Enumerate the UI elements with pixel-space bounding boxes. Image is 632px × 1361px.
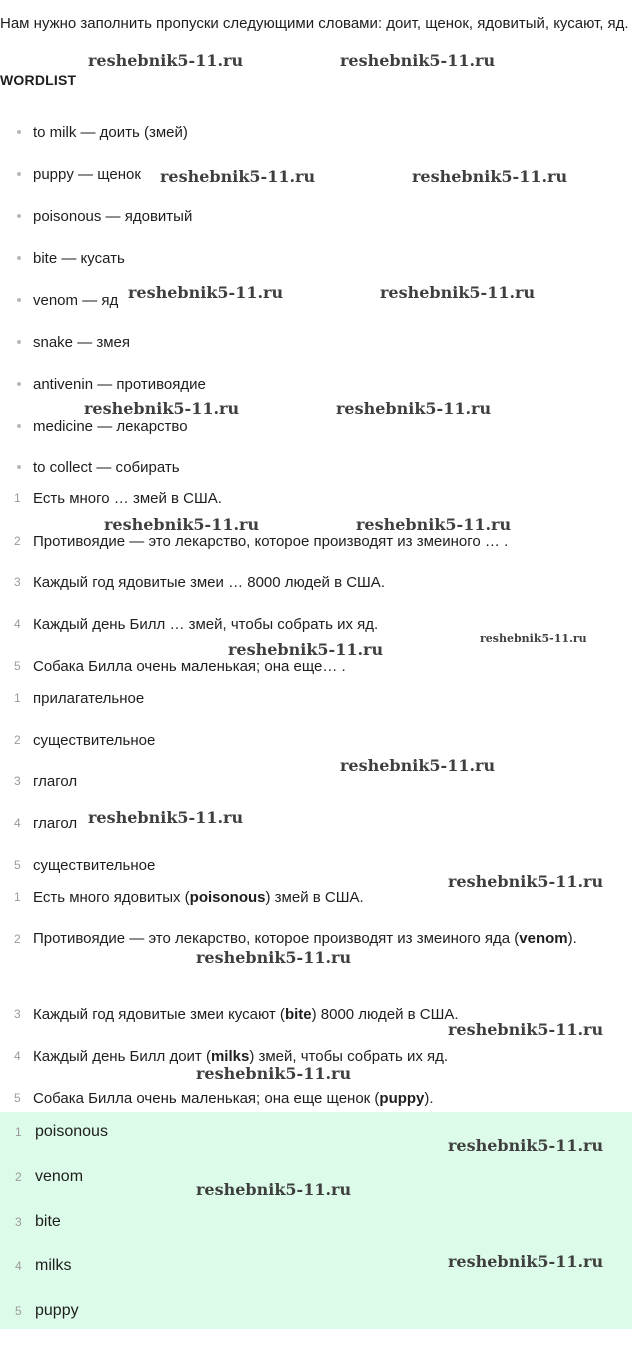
list-item: puppy — щенок: [0, 162, 141, 186]
intro-text: Нам нужно заполнить пропуски следующими словами: доит, щенок, ядовитый, кусают, яд.: [0, 15, 629, 32]
watermark: reshebnik5-11.ru: [448, 1136, 604, 1155]
list-item: snake — змея: [0, 330, 130, 354]
answer-word: puppy: [379, 1089, 425, 1107]
filled-sentence: 2 Противоядие — это лекарство, которое производят из змеиного яда (venom).: [14, 930, 577, 947]
pos-item: 1 прилагательное: [14, 689, 145, 707]
watermark: reshebnik5-11.ru: [128, 283, 284, 302]
answer-item: 5 puppy: [15, 1302, 79, 1319]
list-item: poisonous — ядовитый: [0, 204, 192, 228]
answers-block: [0, 1112, 632, 1329]
watermark: reshebnik5-11.ru: [356, 515, 512, 534]
list-item: medicine — лекарство: [0, 414, 188, 438]
list-item: bite — кусать: [0, 246, 125, 270]
watermark: reshebnik5-11.ru: [448, 1252, 604, 1271]
answer-word: bite: [284, 1005, 312, 1023]
answer-item: 4 milks: [15, 1257, 72, 1274]
sentence-item: 1 Есть много … змей в США.: [14, 489, 222, 507]
watermark: reshebnik5-11.ru: [88, 808, 244, 827]
watermark: reshebnik5-11.ru: [104, 515, 260, 534]
answer-word: milks: [210, 1047, 250, 1065]
filled-sentence: 3 Каждый год ядовитые змеи кусают (bite) 8000 людей в США.: [14, 1005, 459, 1023]
answer-item: 3 bite: [15, 1213, 61, 1230]
bullet-icon: [0, 340, 33, 344]
bullet-icon: [0, 298, 33, 302]
answer-item: 1 poisonous: [15, 1123, 108, 1140]
pos-item: 2 существительное: [14, 731, 156, 749]
watermark: reshebnik5-11.ru: [448, 872, 604, 891]
list-item: to milk — доить (змей): [0, 120, 188, 144]
answer-word: poisonous: [189, 888, 266, 906]
sentence-item: 2 Противоядие — это лекарство, которое производят из змеиного … .: [14, 532, 509, 550]
bullet-icon: [0, 424, 33, 428]
pos-item: 4 глагол: [14, 814, 78, 832]
watermark: reshebnik5-11.ru: [196, 1180, 352, 1199]
list-item: antivenin — противоядие: [0, 372, 206, 396]
bullet-icon: [0, 214, 33, 218]
bullet-icon: [0, 256, 33, 260]
watermark: reshebnik5-11.ru: [88, 51, 244, 70]
bullet-icon: [0, 130, 33, 134]
watermark: reshebnik5-11.ru: [448, 1020, 604, 1039]
pos-item: 3 глагол: [14, 772, 78, 790]
watermark: reshebnik5-11.ru: [340, 51, 496, 70]
answer-word: venom: [519, 930, 568, 947]
watermark: reshebnik5-11.ru: [380, 283, 536, 302]
watermark: reshebnik5-11.ru: [412, 167, 568, 186]
list-item: to collect — собирать: [0, 455, 180, 479]
sentence-item: 5 Собака Билла очень маленькая; она еще… .: [14, 657, 346, 675]
sentence-item: 3 Каждый год ядовитые змеи … 8000 людей в США.: [14, 573, 385, 591]
wordlist-heading: WORDLIST: [0, 72, 77, 88]
watermark: reshebnik5-11.ru: [196, 948, 352, 967]
watermark: reshebnik5-11.ru: [196, 1064, 352, 1083]
bullet-icon: [0, 172, 33, 176]
answer-item: 2 venom: [15, 1168, 84, 1185]
watermark: reshebnik5-11.ru: [228, 640, 384, 659]
pos-item: 5 существительное: [14, 856, 156, 874]
bullet-icon: [0, 382, 33, 386]
list-item: venom — яд: [0, 288, 118, 312]
watermark: reshebnik5-11.ru: [336, 399, 492, 418]
filled-sentence: 4 Каждый день Билл доит (milks) змей, чтобы собрать их яд.: [14, 1047, 449, 1065]
watermark: reshebnik5-11.ru: [340, 756, 496, 775]
watermark: reshebnik5-11.ru: [480, 632, 587, 645]
bullet-icon: [0, 465, 33, 469]
watermark: reshebnik5-11.ru: [84, 399, 240, 418]
watermark: reshebnik5-11.ru: [160, 167, 316, 186]
sentence-item: 4 Каждый день Билл … змей, чтобы собрать их яд.: [14, 615, 379, 633]
filled-sentence: 5 Собака Билла очень маленькая; она еще щенок (puppy).: [14, 1089, 434, 1107]
filled-sentence: 1 Есть много ядовитых (poisonous) змей в США.: [14, 888, 364, 906]
